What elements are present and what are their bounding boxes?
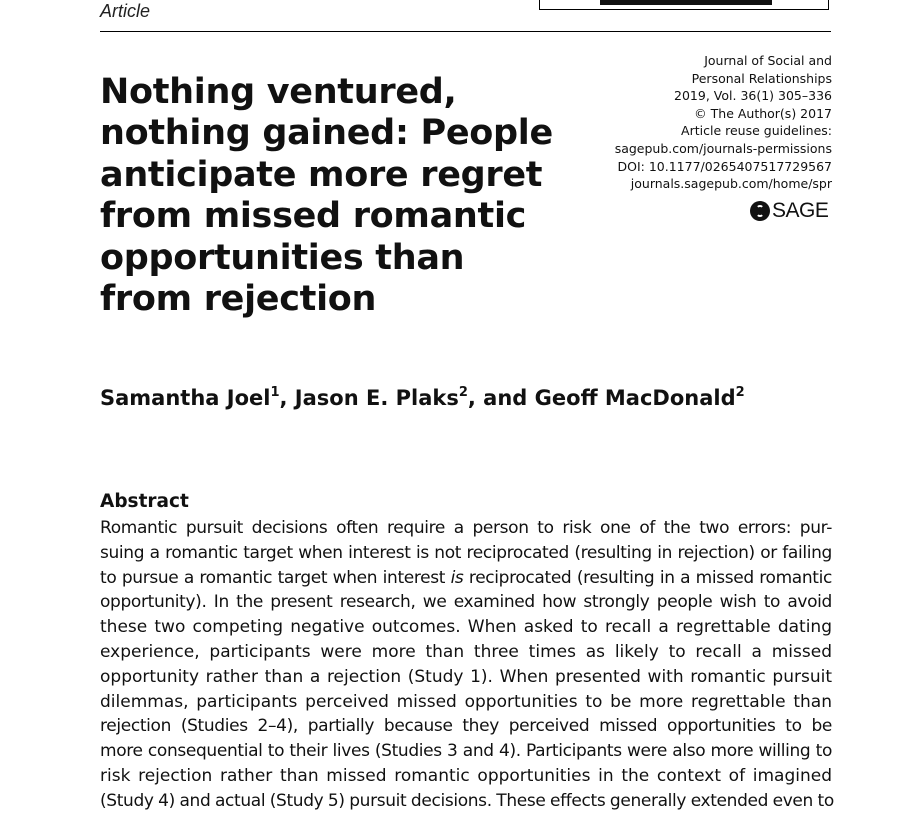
volume-info: 2019, Vol. 36(1) 305–336 <box>674 88 832 104</box>
article-type-label: Article <box>100 1 151 21</box>
author-separator: , <box>279 386 295 410</box>
copyright-notice: © The Author(s) 2017 <box>694 105 832 121</box>
abstract-line: to pursue a romantic target when interest is reciprocated (resulting in a missed romantic <box>100 567 832 588</box>
journal-header-badge-fill <box>600 0 772 5</box>
abstract-line: experience, participants were more than three times as likely to recall a missed <box>100 641 832 662</box>
journal-name-line: Personal Relationships <box>691 70 832 86</box>
abstract-body <box>100 516 832 814</box>
author-name: Geoff MacDonald <box>534 386 736 410</box>
abstract-line: suing a romantic target when interest is not reciprocated (resulting in rejection) or failing <box>100 542 832 563</box>
abstract-line: dilemmas, participants perceived missed opportunities to be more regrettable than <box>100 691 832 712</box>
abstract-line: Romantic pursuit decisions often require a person to risk one of the two errors: pur- <box>100 518 832 538</box>
author-affiliation-marker: 1 <box>270 385 280 400</box>
journal-metadata <box>560 52 832 193</box>
abstract-line: these two competing negative outcomes. When asked to recall a regrettable dating <box>100 617 832 638</box>
title-line: Nothing ventured, <box>100 72 457 112</box>
title-line: opportunities than <box>100 237 465 278</box>
article-title <box>100 72 553 320</box>
abstract-line: risk rejection rather than missed romantic opportunities in the context of imagined <box>100 765 832 786</box>
author-name: Samantha Joel <box>100 386 271 410</box>
header-divider <box>100 31 831 32</box>
author-list <box>100 386 745 410</box>
title-line: nothing gained: People <box>100 113 553 154</box>
title-line: from rejection <box>100 279 377 320</box>
abstract-line: rejection (Studies 2–4), partially because they perceived missed opportunities to be <box>100 716 832 737</box>
publisher-logo-text: SAGE <box>772 199 829 222</box>
title-line: anticipate more regret <box>100 154 543 195</box>
abstract-line: more consequential to their lives (Studies 3 and 4). Participants were also more willing to <box>100 741 832 762</box>
author-name: Jason E. Plaks <box>294 386 459 410</box>
title-line: from missed romantic <box>100 196 527 237</box>
abstract-line: opportunity rather than a rejection (Study 1). When presented with romantic pursuit <box>100 666 832 687</box>
journal-home-link[interactable]: journals.sagepub.com/home/spr <box>630 176 832 192</box>
journal-name-line: Journal of Social and <box>704 53 832 68</box>
author-separator: , and <box>467 386 535 410</box>
emphasis-text: is <box>450 567 464 588</box>
author-affiliation-marker: 2 <box>735 385 745 400</box>
publisher-logo <box>750 198 828 224</box>
abstract-line: opportunity). In the present research, we examined how strongly people wish to avoid <box>100 592 832 613</box>
author-affiliation-marker: 2 <box>458 385 468 400</box>
abstract-heading: Abstract <box>100 491 189 512</box>
reuse-guidelines-label: Article reuse guidelines: <box>681 123 832 139</box>
abstract-line: (Study 4) and actual (Study 5) pursuit decisions. These effects generally extended even to <box>100 790 834 811</box>
sage-logo-icon <box>750 201 770 221</box>
doi-link[interactable]: DOI: 10.1177/0265407517729567 <box>617 158 832 174</box>
journal-header-badge <box>539 0 829 10</box>
permissions-link[interactable]: sagepub.com/journals-permissions <box>614 140 832 156</box>
